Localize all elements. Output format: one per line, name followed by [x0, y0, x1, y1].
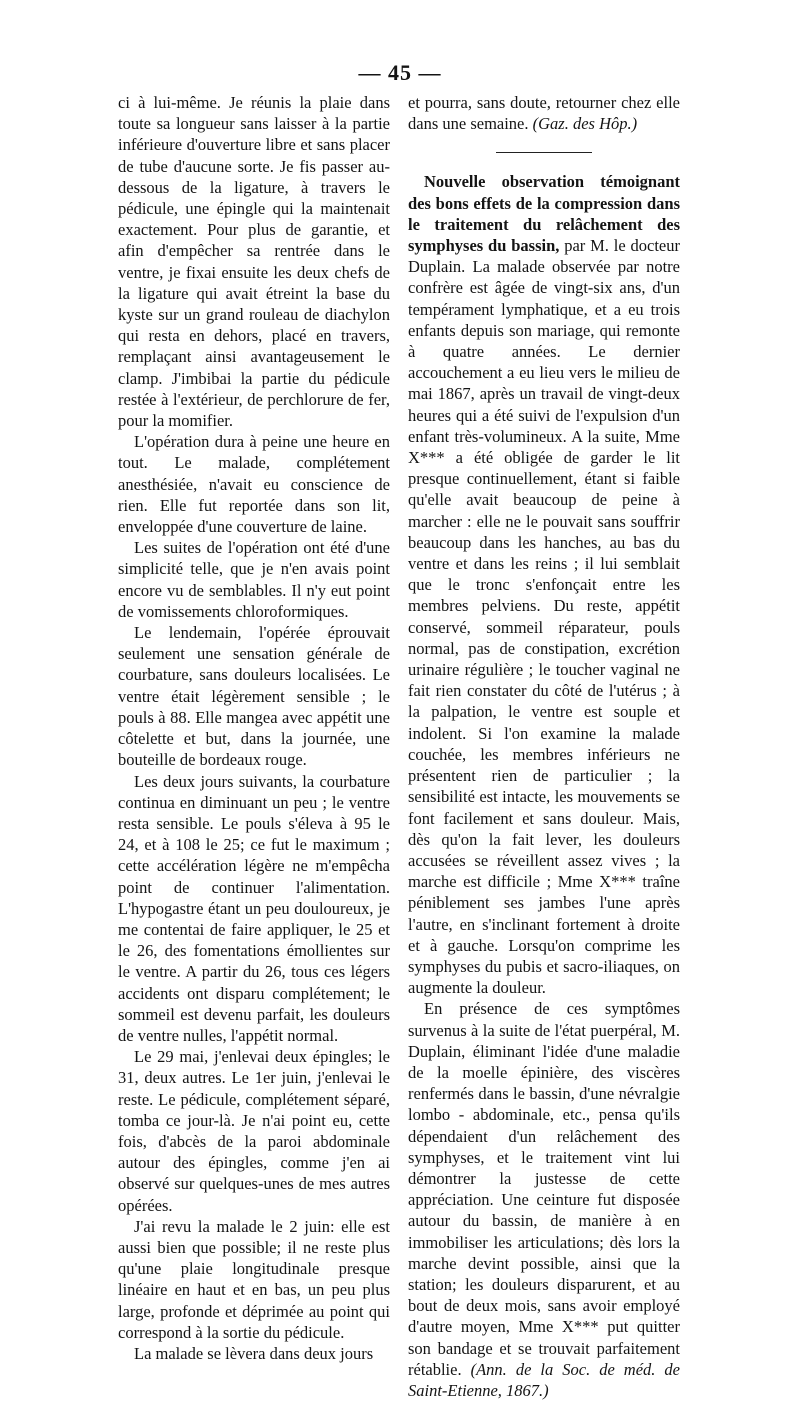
paragraph: L'opération dura à peine une heure en tout. Le malade, complétement anesthésiée, n'avait eu conscience de rien. Elle fut reportée dans son lit, enveloppée d'une couverture de laine.	[118, 432, 390, 537]
paragraph-text: En présence de ces symptômes survenus à la suite de l'état puerpéral, M. Duplain, éliminant l'idée d'une maladie de la moelle épinière, des viscères renfermés dans le bassin, d'une névralgie lombo - abdominale, etc., pensa qu'ils dépendaient d'un relâchement des symphyses, et le traitement vint lui démontrer la justesse de cette appréciation. Une ceinture fut disposée autour du bassin, de manière à en immobiliser les articulations; dès lors la marche devint possible, ainsi que la station; les douleurs disparurent, et au bout de deux mois, sans avoir employé d'autre moyen, Mme X*** put quitter son bandage et se trouvait parfaitement rétablie.	[408, 999, 680, 1379]
byline: par M. le docteur Duplain.	[408, 236, 680, 277]
paragraph	[408, 998, 680, 1401]
source-citation: (Ann. de la Soc. de méd. de Saint-Etienne, 1867.)	[408, 1359, 680, 1400]
paragraph: Les suites de l'opération ont été d'une simplicité telle, que je n'en avais point encore vu de semblables. Il n'y eut point de vomissements chloroformiques.	[118, 538, 390, 621]
paragraph: J'ai revu la malade le 2 juin: elle est aussi bien que possible; il ne reste plus qu'une plaie longitudinale presque linéaire en haut et en bas, un peu plus large, profonde et déprimée au point qui correspond à la sortie du pédicule.	[118, 1216, 390, 1342]
paragraph	[408, 92, 680, 134]
paragraph: La malade se lèvera dans deux jours	[134, 1343, 374, 1363]
paragraph: ci à lui-même. Je réunis la plaie dans toute sa longueur sans laisser à la partie inférieure d'ouverture libre et sans placer de tube d'aucune sorte. Je fis passer au-dessous de la ligature, à travers le pédicule, une épingle qui la maintenait exactement. Pour plus de garantie, et afin d'empêcher sa rentrée dans le ventre, je fixai ensuite les deux chefs de la ligature qui avait étreint la base du kyste sur un grand rouleau de diachylon qui resta en dehors, placé en travers, remplaçant ainsi avantageusement le clamp. J'imbibai la partie du pédicule restée à l'extérieur, de perchlorure de fer, pour la momifier.	[118, 93, 390, 431]
source-citation: (Gaz. des Hôp.)	[532, 114, 638, 134]
page-number: — 45 —	[358, 60, 442, 85]
paragraph: Les deux jours suivants, la courbature continua en diminuant un peu ; le ventre resta sensible. Le pouls s'éleva à 95 le 24, et à 108 le 25; ce fut le maximum ; cette accélération légère ne m'empêcha point de continuer l'alimentation. L'hypogastre étant un peu douloureux, je me contentai de faire appliquer, le 25 et le 26, des fomentations émollientes sur le ventre. A partir du 26, tous ces légers accidents ont disparu complétement; le sommeil est devenu parfait, les douleurs de ventre nulles, l'appétit normal.	[118, 771, 390, 1045]
article-lead	[408, 171, 680, 998]
paragraph: Le lendemain, l'opérée éprouvait seulement une sensation générale de courbature, sans douleurs localisées. Le ventre était légèrement sensible ; le pouls à 88. Elle mangea avec appétit une côtelette et but, dans la journée, une bouteille de bordeaux rouge.	[118, 623, 390, 770]
article-heading: Nouvelle observation témoignant des bons effets de la compression dans le traitement du relâchement des symphyses du bassin,	[408, 172, 680, 256]
divider	[496, 152, 592, 153]
paragraph: La malade observée par notre confrère est âgée de vingt-six ans, d'un tempérament lymphatique, et a eu trois enfants depuis son mariage, qui remonte à quatre années. Le dernier accouchement a eu lieu vers le milieu de mai 1867, après un travail de vingt-deux heures qui a été suivi de l'expulsion d'un enfant très-volumineux. A la suite, Mme X*** a été obligée de garder le lit presque continuellement, étant si faible qu'elle avait beaucoup de peine à marcher : elle ne le pouvait sans souffrir beaucoup dans les hanches, au bas du ventre et dans les reins ; il lui semblait que le tronc s'enfonçait entre les membres pelviens. Du reste, appétit conservé, sommeil réparateur, pouls normal, pas de constipation, excrétion urinaire régulière ; le toucher vaginal ne fait rien constater du côté de l'utérus ; à la palpation, le ventre est souple et indolent. Si l'on examine la malade couchée, les membres inférieurs ne présentent rien de particulier ; la sensibilité est intacte, les mouvements se font facilement et sans douleur. Mais, dès qu'on la fait lever, les douleurs accusées se réveillent assez vives ; la marche est difficile ; Mme X*** traîne péniblement ses jambes l'une après l'autre, en s'inclinant fortement à droite et à gauche. Lorsqu'on comprime les symphyses du pubis et sacro-iliaques, on augmente la douleur.	[408, 257, 681, 998]
continuation-text: et pourra, sans doute, retourner chez elle dans une semaine.	[408, 93, 680, 134]
paragraph: Le 29 mai, j'enlevai deux épingles; le 31, deux autres. Le 1er juin, j'enlevai le reste. Le pédicule, complétement séparé, tomba ce jour-là. Je n'ai point eu, cette fois, d'abcès de la paroi abdominale autour des épingles, comme j'en ai observé sur quelques-unes de mes autres opérées.	[118, 1047, 390, 1215]
right-column	[408, 92, 680, 1401]
left-column	[118, 92, 390, 1364]
